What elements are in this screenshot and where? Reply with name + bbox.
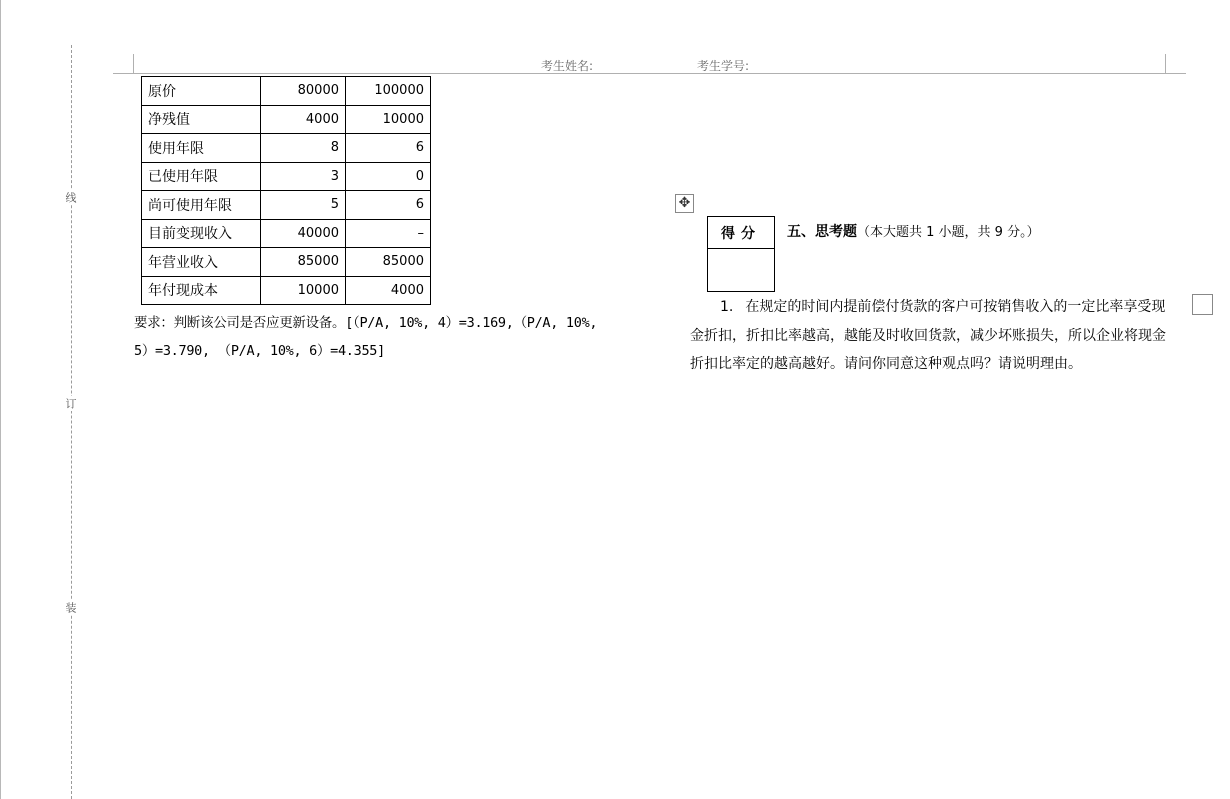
- row-label: 已使用年限: [142, 162, 261, 191]
- requirement-formula-line2: 5）=3.790, （P/A, 10%, 6）=4.355]: [134, 343, 385, 359]
- binding-margin-line: [71, 45, 72, 799]
- section-heading: [787, 221, 1040, 241]
- requirement-paragraph: [134, 309, 634, 365]
- page-left-edge: [0, 0, 1, 799]
- question-text: 在规定的时间内提前偿付货款的客户可按销售收入的一定比率享受现金折扣，折扣比率越高，越能及时收回货款，减少坏账损失，所以企业将现金折扣比率定的越高越好。请问你同意这种观点吗？请说明理由。: [690, 299, 1166, 372]
- old-value: 8: [261, 134, 346, 163]
- checkbox-icon[interactable]: [1192, 294, 1213, 315]
- question-number: 1.: [720, 299, 734, 315]
- row-label: 原价: [142, 77, 261, 106]
- table-row: [142, 248, 431, 277]
- section-subtitle: （本大题共 1 小题，共 9 分。）: [857, 225, 1040, 240]
- old-value: 10000: [261, 276, 346, 305]
- table-row: [142, 105, 431, 134]
- requirement-formula-line1: [（P/A, 10%, 4）=3.169,（P/A, 10%,: [345, 315, 598, 331]
- move-icon[interactable]: ✥: [675, 194, 694, 213]
- binding-char-zhuang: 装: [64, 602, 77, 613]
- table-row: [142, 77, 431, 106]
- table-row: [142, 134, 431, 163]
- row-label: 净残值: [142, 105, 261, 134]
- old-value: 40000: [261, 219, 346, 248]
- table-row: [142, 276, 431, 305]
- score-header: 得分: [708, 217, 775, 249]
- row-label: 年付现成本: [142, 276, 261, 305]
- table-row: [142, 191, 431, 220]
- new-value: 4000: [346, 276, 431, 305]
- table-row: [142, 219, 431, 248]
- header-corner-left: [133, 54, 134, 74]
- old-value: 85000: [261, 248, 346, 277]
- new-value: 0: [346, 162, 431, 191]
- score-box: [707, 216, 775, 292]
- student-id-label: 考生学号:: [697, 59, 750, 73]
- binding-char-xian: 线: [64, 192, 77, 203]
- old-value: 4000: [261, 105, 346, 134]
- equipment-table: [141, 76, 431, 305]
- student-name-label: 考生姓名:: [541, 59, 594, 73]
- row-label: 年营业收入: [142, 248, 261, 277]
- old-value: 80000: [261, 77, 346, 106]
- header-corner-right: [1165, 54, 1166, 74]
- header-rule: [113, 73, 1186, 74]
- binding-char-ding: 订: [64, 398, 77, 409]
- row-label: 目前变现收入: [142, 219, 261, 248]
- new-value: 100000: [346, 77, 431, 106]
- section-title: 五、思考题: [787, 224, 857, 240]
- new-value: 6: [346, 134, 431, 163]
- row-label: 使用年限: [142, 134, 261, 163]
- new-value: 6: [346, 191, 431, 220]
- old-value: 3: [261, 162, 346, 191]
- row-label: 尚可使用年限: [142, 191, 261, 220]
- requirement-lead: 要求：判断该公司是否应更新设备。: [134, 315, 346, 331]
- new-value: –: [346, 219, 431, 248]
- table-row: [142, 162, 431, 191]
- new-value: 10000: [346, 105, 431, 134]
- new-value: 85000: [346, 248, 431, 277]
- old-value: 5: [261, 191, 346, 220]
- score-value-cell[interactable]: [708, 249, 775, 292]
- question-1: [690, 293, 1170, 379]
